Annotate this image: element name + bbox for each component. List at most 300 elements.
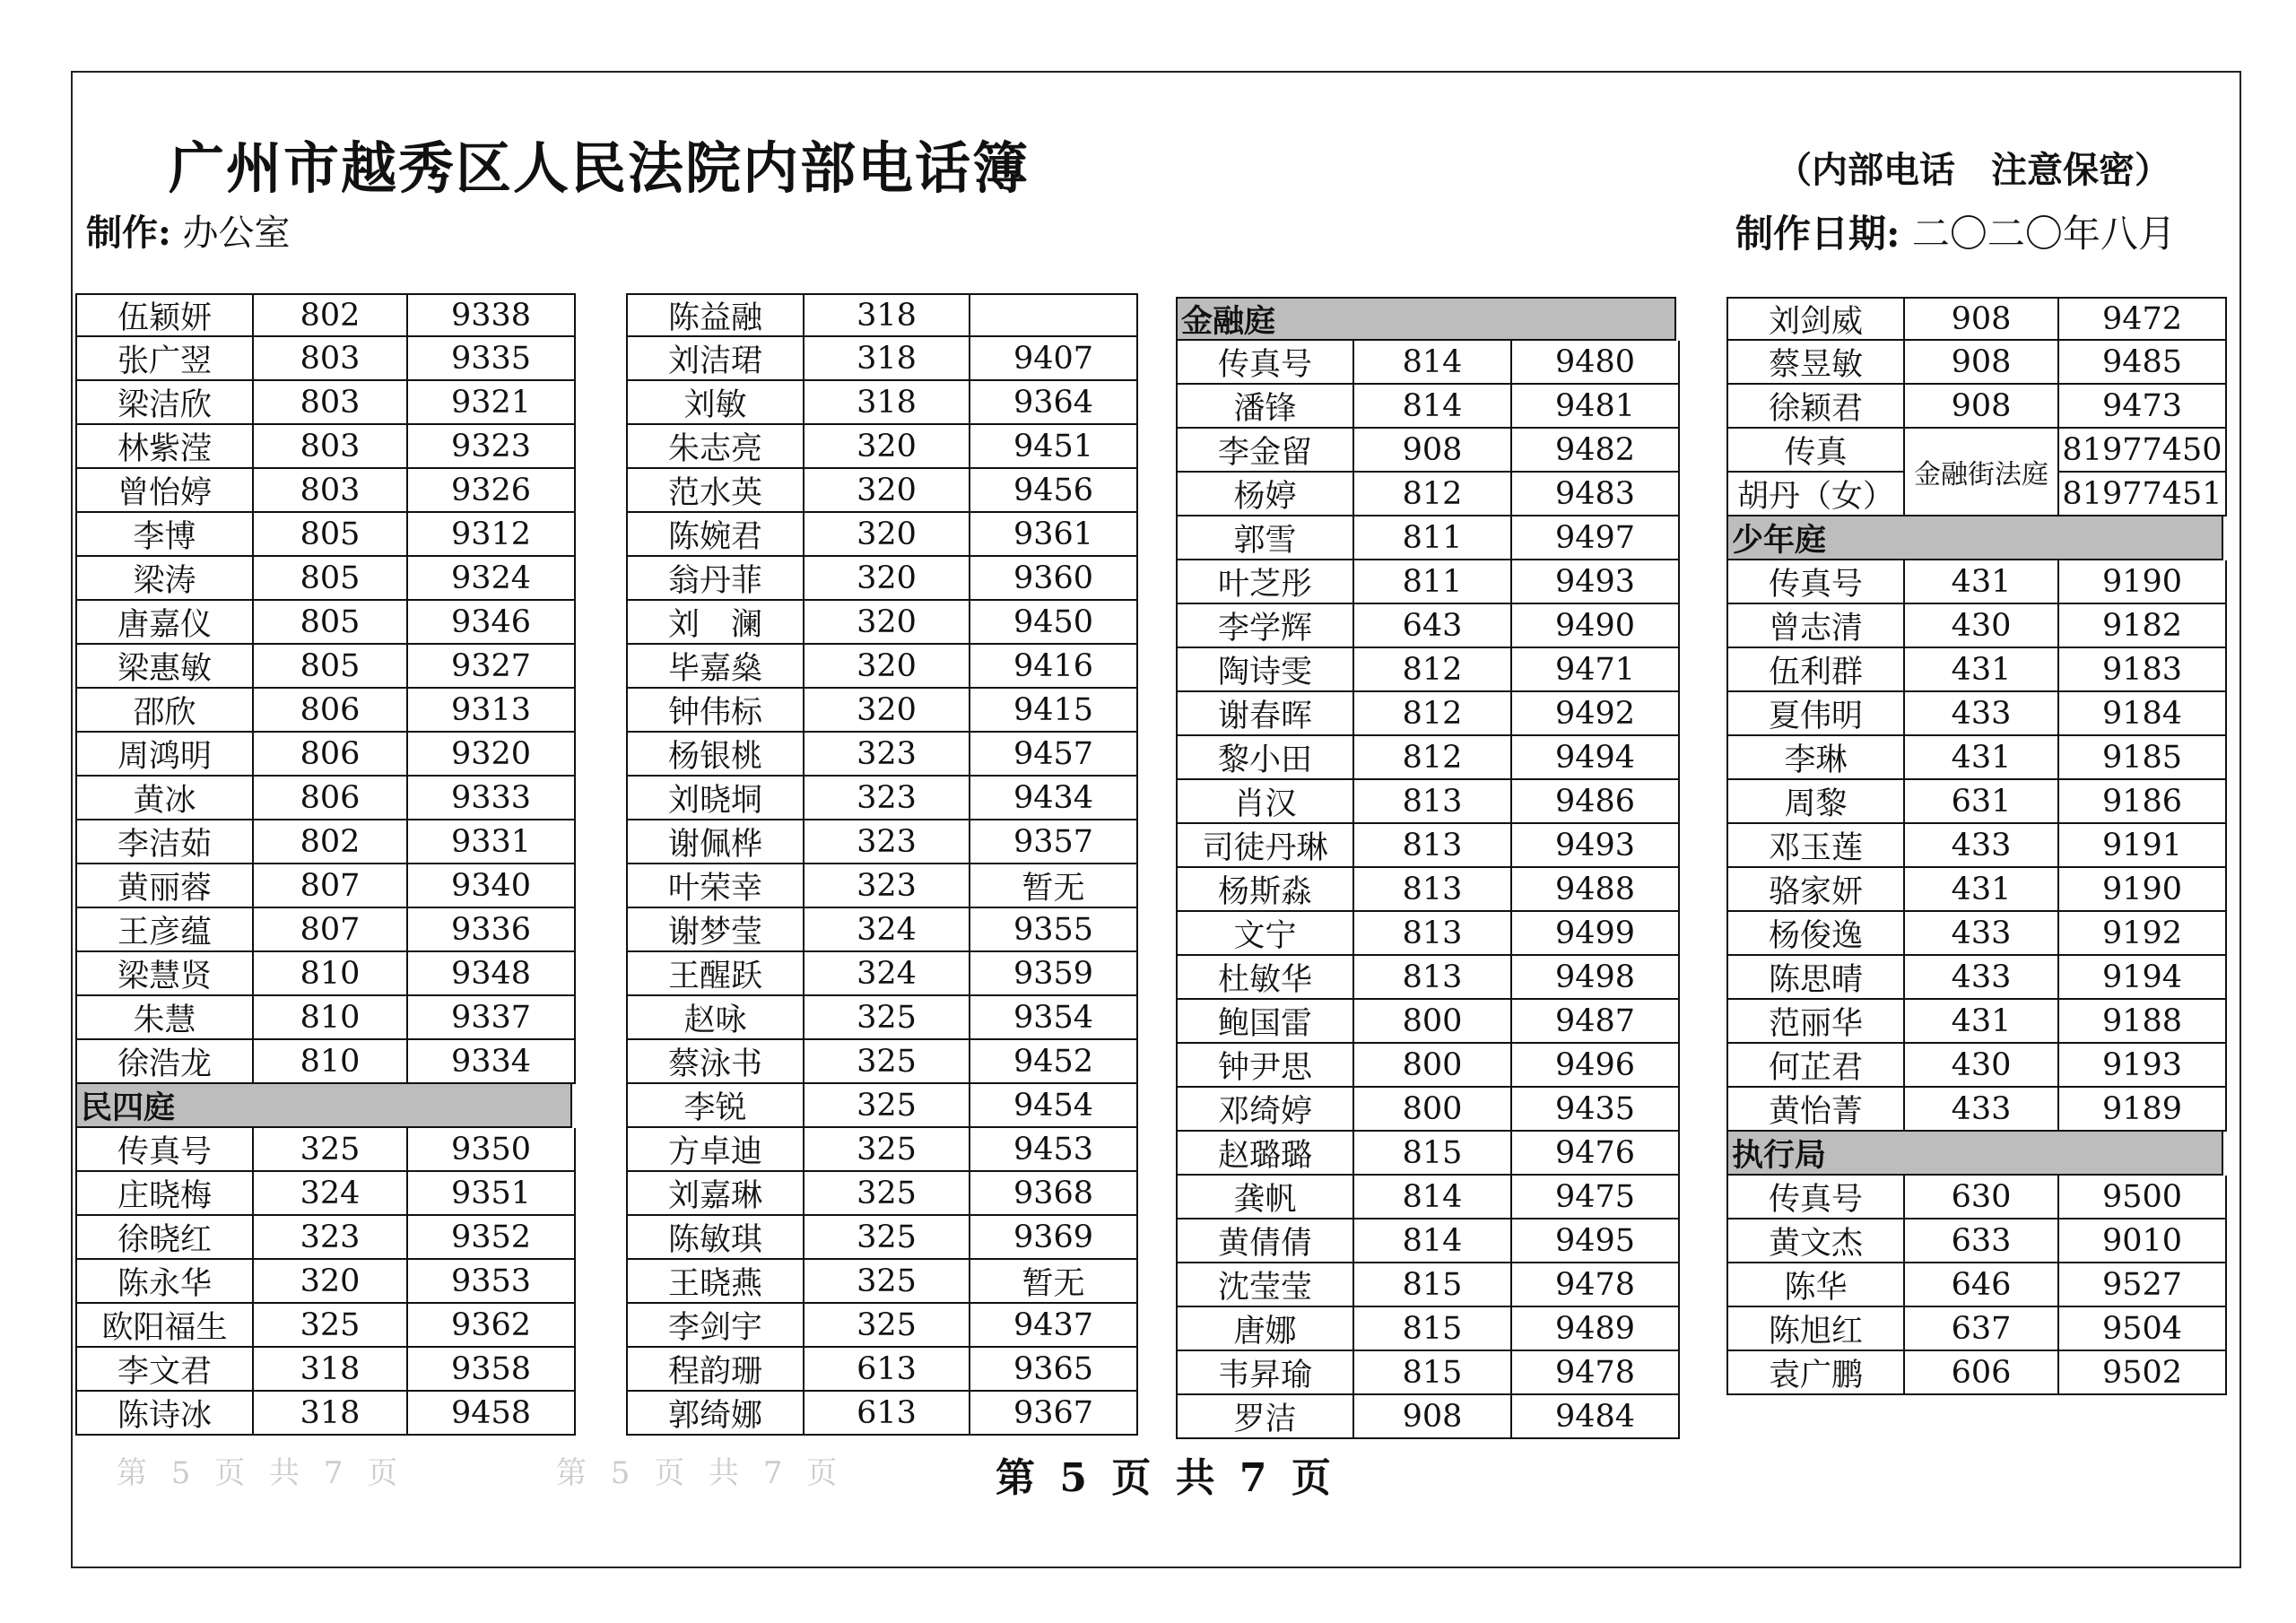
- extension-cell: 807: [254, 908, 408, 950]
- table-row: [75, 908, 576, 952]
- name-cell: 李学辉: [1178, 604, 1354, 647]
- table-row: [1176, 1000, 1680, 1044]
- table-row: [626, 1172, 1138, 1216]
- name-cell: 范丽华: [1728, 1000, 1905, 1042]
- table-row: [1176, 956, 1680, 1000]
- phone-cell: 9350: [450, 1131, 532, 1167]
- extension-cell: 325: [804, 1128, 970, 1170]
- table-row: [75, 952, 576, 996]
- extension-cell: 815: [1354, 1351, 1512, 1393]
- name-cell: 陶诗雯: [1178, 648, 1354, 690]
- extension-cell: 811: [1354, 516, 1512, 559]
- table-row: [75, 469, 576, 513]
- extension-cell: 433: [1905, 824, 2059, 866]
- name-cell: 伍颖妍: [77, 295, 254, 335]
- extension-cell: 814: [1354, 1176, 1512, 1218]
- extension-cell: 324: [254, 1172, 408, 1214]
- phone-cell: 9324: [450, 560, 532, 596]
- table-row: [1726, 648, 2227, 692]
- phone-cell: 9451: [1013, 428, 1094, 464]
- phone-cell: 9480: [1554, 343, 1636, 380]
- table-row: [626, 1040, 1138, 1084]
- extension-cell: 806: [254, 777, 408, 819]
- table-row: [626, 425, 1138, 469]
- name-cell: 杨婷: [1178, 473, 1354, 515]
- phone-cell: 9488: [1554, 871, 1636, 907]
- phone-cell: 9333: [450, 779, 532, 816]
- extension-cell: 323: [804, 777, 970, 819]
- extension-cell: 637: [1905, 1307, 2059, 1350]
- phone-cell: 9475: [1554, 1178, 1636, 1215]
- phone-cell: 9367: [1013, 1394, 1094, 1431]
- table-row: [1176, 1351, 1680, 1395]
- extension-cell: 810: [254, 996, 408, 1038]
- phone-cell: 9321: [450, 384, 532, 421]
- table-row: [75, 733, 576, 777]
- table-row: [75, 513, 576, 557]
- extension-cell: 606: [1905, 1351, 2059, 1393]
- name-cell: 传真号: [1728, 560, 1905, 603]
- name-cell: 徐晓红: [77, 1216, 254, 1258]
- extension-cell: 813: [1354, 912, 1512, 954]
- name-cell: 程韵珊: [628, 1348, 804, 1390]
- name-cell: 梁涛: [77, 557, 254, 599]
- extension-cell: 631: [1905, 780, 2059, 822]
- table-row: [1176, 560, 1680, 604]
- table-row: [1176, 1044, 1680, 1088]
- table-row: [1726, 1088, 2227, 1132]
- extension-cell: 812: [1354, 736, 1512, 778]
- directory-column-1: [75, 293, 576, 1436]
- name-cell: 陈益融: [628, 295, 804, 335]
- extension-cell: 325: [804, 1040, 970, 1082]
- name-cell: 蔡泳书: [628, 1040, 804, 1082]
- extension-cell: 318: [254, 1348, 408, 1390]
- table-row: [1726, 1000, 2227, 1044]
- extension-cell: 908: [1905, 299, 2059, 339]
- name-cell: 叶荣幸: [628, 864, 804, 907]
- table-row: [1176, 473, 1680, 516]
- phone-cell: 9504: [2101, 1310, 2183, 1347]
- phone-cell: 9494: [1554, 739, 1636, 776]
- phone-cell: 9407: [1013, 340, 1094, 377]
- table-row: [1176, 1307, 1680, 1351]
- table-row: [1176, 604, 1680, 648]
- phone-cell: 9497: [1554, 519, 1636, 556]
- section-header: 民四庭: [75, 1084, 572, 1128]
- extension-cell: 815: [1354, 1263, 1512, 1306]
- name-cell: 毕嘉燊: [628, 645, 804, 687]
- name-cell: 郭雪: [1178, 516, 1354, 559]
- extension-cell: 320: [804, 513, 970, 555]
- table-row: [626, 908, 1138, 952]
- phone-cell: 9188: [2101, 1002, 2183, 1039]
- phone-cell: 暂无: [1022, 1265, 1085, 1302]
- name-cell: 邓绮婷: [1178, 1088, 1354, 1130]
- phone-cell: 9458: [450, 1394, 532, 1431]
- extension-cell: 431: [1905, 648, 2059, 690]
- name-cell: 袁广鹏: [1728, 1351, 1905, 1393]
- phone-cell: 9473: [2101, 387, 2183, 424]
- phone-cell: 9338: [450, 297, 532, 334]
- phone-cell: 9352: [450, 1219, 532, 1255]
- name-cell: 黄丽蓉: [77, 864, 254, 907]
- phone-cell: 9482: [1554, 431, 1636, 468]
- name-cell: 周黎: [1728, 780, 1905, 822]
- name-cell: 传真号: [1178, 341, 1354, 383]
- extension-cell: 814: [1354, 341, 1512, 383]
- phone-cell: 9415: [1013, 691, 1094, 728]
- table-row: [626, 1084, 1138, 1128]
- table-row: [75, 864, 576, 908]
- phone-cell: 9362: [450, 1306, 532, 1343]
- section-header: 执行局: [1726, 1132, 2223, 1176]
- name-cell: 文宁: [1178, 912, 1354, 954]
- table-row: [75, 425, 576, 469]
- extension-cell: 811: [1354, 560, 1512, 603]
- phone-cell: 9331: [450, 823, 532, 860]
- name-cell: 刘嘉琳: [628, 1172, 804, 1214]
- maker-line: [86, 204, 290, 256]
- extension-cell: 金融街法庭: [1905, 429, 2059, 516]
- extension-cell: 803: [254, 337, 408, 379]
- extension-cell: 646: [1905, 1263, 2059, 1306]
- name-cell: 梁慧贤: [77, 952, 254, 994]
- extension-cell: 803: [254, 469, 408, 511]
- name-cell: 陈永华: [77, 1260, 254, 1302]
- name-cell: 罗洁: [1178, 1395, 1354, 1437]
- ghost-footer-left: 第 5 页 共 7 页: [117, 1455, 405, 1491]
- phone-cell: 9483: [1554, 475, 1636, 512]
- phone-cell: 9183: [2101, 651, 2183, 688]
- table-row: [1176, 1176, 1680, 1219]
- extension-cell: 813: [1354, 956, 1512, 998]
- table-row: [626, 557, 1138, 601]
- extension-cell: 433: [1905, 912, 2059, 954]
- name-cell: 李金留: [1178, 429, 1354, 471]
- phone-cell: 9189: [2101, 1090, 2183, 1127]
- extension-cell: 324: [804, 908, 970, 950]
- phone-cell: 9437: [1013, 1306, 1094, 1343]
- extension-cell: 812: [1354, 692, 1512, 734]
- table-row: [1726, 1351, 2227, 1395]
- phone-cell: 9500: [2101, 1178, 2183, 1215]
- phone-cell: 81977451: [2062, 475, 2222, 512]
- name-cell: 徐颖君: [1728, 385, 1905, 427]
- extension-cell: 633: [1905, 1219, 2059, 1262]
- extension-cell: 431: [1905, 868, 2059, 910]
- phone-cell: 9484: [1554, 1398, 1636, 1435]
- date-value: 二〇二〇年八月: [1911, 212, 2176, 256]
- phone-cell: 9527: [2101, 1266, 2183, 1303]
- name-cell: 陈思晴: [1728, 956, 1905, 998]
- extension-cell: 431: [1905, 736, 2059, 778]
- extension-cell: 320: [804, 557, 970, 599]
- name-cell: 传真: [1728, 429, 1905, 471]
- phone-cell: 9457: [1013, 735, 1094, 772]
- table-row: [75, 1260, 576, 1304]
- table-row: [1726, 1219, 2227, 1263]
- name-cell: 唐嘉仪: [77, 601, 254, 643]
- extension-cell: 613: [804, 1348, 970, 1390]
- name-cell: 邵欣: [77, 689, 254, 731]
- table-row: [626, 337, 1138, 381]
- name-cell: 黄文杰: [1728, 1219, 1905, 1262]
- table-row: [75, 293, 576, 337]
- name-cell: 张广翌: [77, 337, 254, 379]
- name-cell: 钟尹思: [1178, 1044, 1354, 1086]
- extension-cell: 800: [1354, 1044, 1512, 1086]
- maker-label: 制作:: [86, 212, 171, 254]
- phone-cell: 9351: [450, 1175, 532, 1211]
- name-cell: 杨斯淼: [1178, 868, 1354, 910]
- phone-cell: 9478: [1554, 1266, 1636, 1303]
- phone-cell: 9487: [1554, 1002, 1636, 1039]
- extension-cell: 431: [1905, 1000, 2059, 1042]
- extension-cell: 318: [254, 1392, 408, 1434]
- table-row: [1726, 1307, 2227, 1351]
- name-cell: 夏伟明: [1728, 692, 1905, 734]
- extension-cell: 325: [254, 1128, 408, 1170]
- extension-cell: 908: [1905, 341, 2059, 383]
- name-cell: 传真号: [1728, 1176, 1905, 1218]
- table-row: [626, 469, 1138, 513]
- table-row: [1726, 297, 2227, 341]
- phone-cell: 9192: [2101, 915, 2183, 951]
- extension-cell: 323: [804, 820, 970, 863]
- extension-cell: 814: [1354, 1219, 1512, 1262]
- table-row: [626, 381, 1138, 425]
- date-label: 制作日期:: [1735, 212, 1900, 256]
- name-cell: 黄倩倩: [1178, 1219, 1354, 1262]
- table-row: [1726, 780, 2227, 824]
- extension-cell: 318: [804, 337, 970, 379]
- extension-cell: 320: [804, 645, 970, 687]
- extension-cell: 805: [254, 513, 408, 555]
- name-cell: 邓玉莲: [1728, 824, 1905, 866]
- extension-cell: 812: [1354, 648, 1512, 690]
- confidential-note: （内部电话 注意保密）: [1776, 149, 2170, 191]
- phone-cell: 9357: [1013, 823, 1094, 860]
- table-row: [1176, 868, 1680, 912]
- extension-cell: 800: [1354, 1088, 1512, 1130]
- table-row: [1726, 692, 2227, 736]
- table-row: [1726, 956, 2227, 1000]
- table-row: [75, 1392, 576, 1436]
- phone-cell: 9471: [1554, 651, 1636, 688]
- phone-cell: 9485: [2101, 343, 2183, 380]
- name-cell: 刘 澜: [628, 601, 804, 643]
- name-cell: 司徒丹琳: [1178, 824, 1354, 866]
- table-row: [75, 601, 576, 645]
- name-cell: 黎小田: [1178, 736, 1354, 778]
- table-row: [626, 601, 1138, 645]
- name-cell: 范水英: [628, 469, 804, 511]
- extension-cell: 814: [1354, 385, 1512, 427]
- table-row: [1176, 385, 1680, 429]
- phone-cell: 9478: [1554, 1354, 1636, 1391]
- table-row: [626, 820, 1138, 864]
- phone-cell: 9434: [1013, 779, 1094, 816]
- phone-cell: 9355: [1013, 911, 1094, 948]
- name-cell: 刘洁珺: [628, 337, 804, 379]
- phone-cell: 9499: [1554, 915, 1636, 951]
- table-row: [626, 952, 1138, 996]
- extension-cell: 325: [804, 1304, 970, 1346]
- table-row: [1176, 429, 1680, 473]
- extension-cell: 318: [804, 381, 970, 423]
- phone-cell: 9454: [1013, 1087, 1094, 1124]
- extension-cell: 813: [1354, 824, 1512, 866]
- name-cell: 何芷君: [1728, 1044, 1905, 1086]
- phone-cell: 9193: [2101, 1046, 2183, 1083]
- phone-cell: 9346: [450, 603, 532, 640]
- phone-cell: 9348: [450, 955, 532, 992]
- name-cell: 传真号: [77, 1128, 254, 1170]
- name-cell: 钟伟标: [628, 689, 804, 731]
- extension-cell: 810: [254, 1040, 408, 1082]
- name-cell: 徐浩龙: [77, 1040, 254, 1082]
- table-row: [1176, 341, 1680, 385]
- name-cell: 林紫滢: [77, 425, 254, 467]
- table-row: [1176, 1263, 1680, 1307]
- table-row: [626, 996, 1138, 1040]
- name-cell: 李博: [77, 513, 254, 555]
- extension-cell: 324: [804, 952, 970, 994]
- table-row: [626, 513, 1138, 557]
- table-row: [1176, 736, 1680, 780]
- table-row: [75, 381, 576, 425]
- table-row: [626, 1216, 1138, 1260]
- phone-cell: 9190: [2101, 871, 2183, 907]
- table-row: [75, 996, 576, 1040]
- extension-cell: 803: [254, 425, 408, 467]
- name-cell: 谢春晖: [1178, 692, 1354, 734]
- extension-cell: 325: [804, 1172, 970, 1214]
- table-row: [1176, 824, 1680, 868]
- phone-cell: 9498: [1554, 959, 1636, 995]
- name-cell: 曾志清: [1728, 604, 1905, 647]
- name-cell: 方卓迪: [628, 1128, 804, 1170]
- extension-cell: 433: [1905, 1088, 2059, 1130]
- phone-cell: 9492: [1554, 695, 1636, 732]
- name-cell: 王晓燕: [628, 1260, 804, 1302]
- name-cell: 李琳: [1728, 736, 1905, 778]
- extension-cell: 802: [254, 820, 408, 863]
- table-row: [1726, 560, 2227, 604]
- phone-cell: 9010: [2101, 1222, 2183, 1259]
- extension-cell: 323: [804, 733, 970, 775]
- table-row: [626, 1392, 1138, 1436]
- extension-cell: 320: [254, 1260, 408, 1302]
- name-cell: 朱志亮: [628, 425, 804, 467]
- phone-cell: 81977450: [2062, 431, 2222, 468]
- phone-cell: 9191: [2101, 827, 2183, 864]
- phone-cell: 9359: [1013, 955, 1094, 992]
- extension-cell: 323: [254, 1216, 408, 1258]
- phone-cell: 9476: [1554, 1134, 1636, 1171]
- phone-cell: 9313: [450, 691, 532, 728]
- phone-cell: 9456: [1013, 472, 1094, 508]
- extension-cell: 805: [254, 645, 408, 687]
- name-cell: 刘敏: [628, 381, 804, 423]
- table-row: [1726, 429, 2227, 490]
- extension-cell: 806: [254, 733, 408, 775]
- extension-cell: 813: [1354, 868, 1512, 910]
- name-cell: 王醒跃: [628, 952, 804, 994]
- table-row: [1726, 604, 2227, 648]
- name-cell: 庄晓梅: [77, 1172, 254, 1214]
- name-cell: 谢梦莹: [628, 908, 804, 950]
- table-row: [1176, 1132, 1680, 1176]
- extension-cell: 630: [1905, 1176, 2059, 1218]
- phone-cell: 9340: [450, 867, 532, 904]
- extension-cell: 805: [254, 557, 408, 599]
- extension-cell: 908: [1354, 1395, 1512, 1437]
- extension-cell: 325: [804, 996, 970, 1038]
- phone-cell: 9327: [450, 647, 532, 684]
- phone-cell: 9353: [450, 1263, 532, 1299]
- phone-cell: 9190: [2101, 563, 2183, 600]
- name-cell: 蔡昱敏: [1728, 341, 1905, 383]
- phone-cell: 9489: [1554, 1310, 1636, 1347]
- name-cell: 周鸿明: [77, 733, 254, 775]
- phone-cell: 9453: [1013, 1131, 1094, 1167]
- phone-cell: 9312: [450, 516, 532, 552]
- name-cell: 刘晓垌: [628, 777, 804, 819]
- extension-cell: 800: [1354, 1000, 1512, 1042]
- phone-cell: 9335: [450, 340, 532, 377]
- name-cell: 杨银桃: [628, 733, 804, 775]
- extension-cell: 320: [804, 601, 970, 643]
- page-title: 广州市越秀区人民法院内部电话簿: [169, 135, 1031, 201]
- name-cell: 骆家妍: [1728, 868, 1905, 910]
- table-row: [1176, 1395, 1680, 1439]
- phone-cell: 9368: [1013, 1175, 1094, 1211]
- name-cell: 沈莹莹: [1178, 1263, 1354, 1306]
- extension-cell: 325: [804, 1084, 970, 1126]
- phone-cell: 9334: [450, 1043, 532, 1080]
- extension-cell: 325: [804, 1260, 970, 1302]
- extension-cell: 613: [804, 1392, 970, 1434]
- phone-cell: 9490: [1554, 607, 1636, 644]
- extension-cell: 802: [254, 295, 408, 335]
- phone-cell: 9194: [2101, 959, 2183, 995]
- table-row: [1176, 1088, 1680, 1132]
- phone-cell: 9182: [2101, 607, 2183, 644]
- table-row: [626, 1260, 1138, 1304]
- name-cell: 李文君: [77, 1348, 254, 1390]
- phone-cell: 9481: [1554, 387, 1636, 424]
- table-row: [75, 1216, 576, 1260]
- table-row: [1726, 824, 2227, 868]
- phone-cell: 9472: [2101, 300, 2183, 337]
- table-row: [75, 557, 576, 601]
- phone-cell: 9184: [2101, 695, 2183, 732]
- extension-cell: 323: [804, 864, 970, 907]
- table-row: [1176, 692, 1680, 736]
- phone-cell: 9496: [1554, 1046, 1636, 1083]
- extension-cell: 430: [1905, 604, 2059, 647]
- table-row: [1726, 1176, 2227, 1219]
- date-line: [1735, 204, 2176, 258]
- table-row: [626, 1348, 1138, 1392]
- phone-cell: 9186: [2101, 783, 2183, 820]
- extension-cell: 807: [254, 864, 408, 907]
- table-row: [1726, 1263, 2227, 1307]
- table-row: [626, 1128, 1138, 1172]
- extension-cell: 320: [804, 425, 970, 467]
